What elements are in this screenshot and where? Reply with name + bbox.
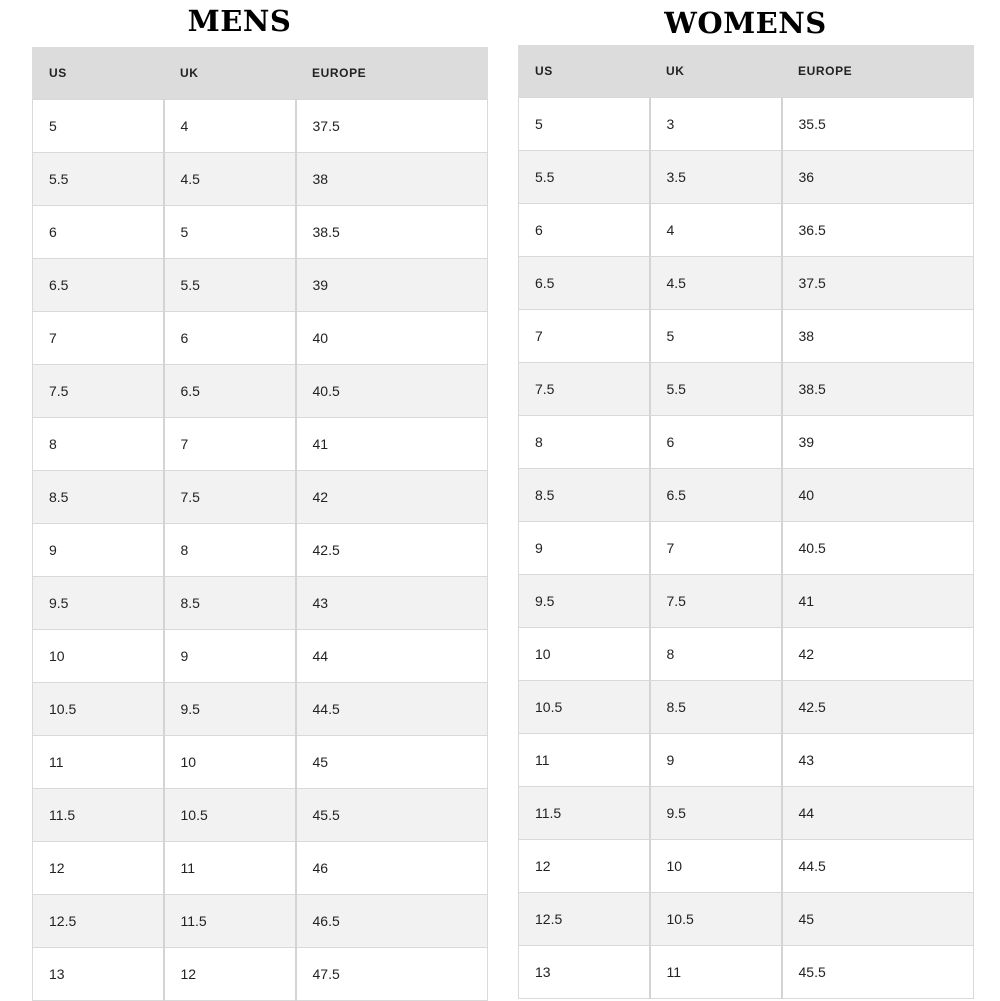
mens-table-body: [33, 100, 488, 1001]
womens-title: WOMENS: [664, 6, 827, 40]
table-row: [519, 840, 974, 893]
womens-table-body: [519, 98, 974, 999]
size-cell-europe: 36: [782, 151, 974, 204]
table-row: [33, 471, 488, 524]
mens-title: MENS: [187, 4, 292, 38]
table-row: [33, 842, 488, 895]
size-cell-uk: 10.5: [650, 893, 782, 946]
table-row: [33, 895, 488, 948]
table-row: [519, 787, 974, 840]
size-cell-uk: 3.5: [650, 151, 782, 204]
size-cell-europe: 44.5: [782, 840, 974, 893]
size-cell-us: 5.5: [33, 153, 164, 206]
table-row: [519, 575, 974, 628]
womens-header-row: [519, 45, 974, 98]
size-cell-uk: 5: [650, 310, 782, 363]
size-cell-us: 6.5: [33, 259, 164, 312]
size-cell-europe: 43: [782, 734, 974, 787]
size-cell-uk: 6.5: [650, 469, 782, 522]
womens-header-uk: UK: [650, 45, 782, 98]
size-cell-uk: 4: [164, 100, 296, 153]
womens-header-us: US: [519, 45, 650, 98]
size-cell-uk: 7: [650, 522, 782, 575]
size-cell-us: 8.5: [519, 469, 650, 522]
size-cell-uk: 11: [164, 842, 296, 895]
size-cell-uk: 8.5: [650, 681, 782, 734]
size-cell-us: 6: [519, 204, 650, 257]
mens-header-europe: EUROPE: [296, 47, 488, 100]
table-row: [33, 312, 488, 365]
size-cell-uk: 6: [164, 312, 296, 365]
size-cell-europe: 41: [782, 575, 974, 628]
size-cell-us: 12.5: [519, 893, 650, 946]
size-cell-europe: 47.5: [296, 948, 488, 1001]
size-cell-europe: 40: [296, 312, 488, 365]
size-cell-us: 5.5: [519, 151, 650, 204]
size-cell-uk: 5.5: [164, 259, 296, 312]
size-cell-europe: 38: [782, 310, 974, 363]
mens-header-us: US: [33, 47, 164, 100]
table-row: [519, 946, 974, 999]
table-row: [33, 100, 488, 153]
size-cell-europe: 37.5: [296, 100, 488, 153]
table-row: [519, 893, 974, 946]
size-cell-uk: 10: [650, 840, 782, 893]
size-cell-uk: 10.5: [164, 789, 296, 842]
table-row: [519, 151, 974, 204]
table-row: [519, 416, 974, 469]
size-cell-europe: 42.5: [782, 681, 974, 734]
size-cell-europe: 40.5: [782, 522, 974, 575]
size-cell-uk: 4.5: [650, 257, 782, 310]
size-cell-uk: 6.5: [164, 365, 296, 418]
size-cell-us: 8: [519, 416, 650, 469]
size-cell-us: 9: [33, 524, 164, 577]
size-cell-us: 8.5: [33, 471, 164, 524]
size-cell-us: 7: [519, 310, 650, 363]
mens-header-uk: UK: [164, 47, 296, 100]
size-cell-europe: 46.5: [296, 895, 488, 948]
size-cell-europe: 45: [296, 736, 488, 789]
size-cell-us: 6.5: [519, 257, 650, 310]
table-row: [33, 524, 488, 577]
size-cell-europe: 35.5: [782, 98, 974, 151]
size-cell-uk: 4.5: [164, 153, 296, 206]
size-cell-us: 11.5: [519, 787, 650, 840]
size-cell-uk: 8: [164, 524, 296, 577]
size-cell-uk: 9: [650, 734, 782, 787]
size-cell-europe: 41: [296, 418, 488, 471]
size-cell-uk: 9: [164, 630, 296, 683]
table-row: [33, 259, 488, 312]
size-cell-us: 8: [33, 418, 164, 471]
size-cell-europe: 38: [296, 153, 488, 206]
size-cell-us: 7.5: [33, 365, 164, 418]
size-cell-uk: 9.5: [650, 787, 782, 840]
size-cell-uk: 7.5: [164, 471, 296, 524]
size-cell-us: 12: [519, 840, 650, 893]
size-cell-uk: 9.5: [164, 683, 296, 736]
size-cell-europe: 44.5: [296, 683, 488, 736]
size-cell-us: 9: [519, 522, 650, 575]
size-cell-uk: 8: [650, 628, 782, 681]
size-cell-us: 13: [519, 946, 650, 999]
size-cell-europe: 44: [296, 630, 488, 683]
size-cell-us: 10: [33, 630, 164, 683]
size-cell-us: 12: [33, 842, 164, 895]
size-cell-uk: 5: [164, 206, 296, 259]
size-cell-us: 5: [519, 98, 650, 151]
size-cell-us: 12.5: [33, 895, 164, 948]
table-row: [519, 310, 974, 363]
size-cell-europe: 40.5: [296, 365, 488, 418]
size-cell-uk: 10: [164, 736, 296, 789]
size-cell-uk: 5.5: [650, 363, 782, 416]
size-cell-us: 10.5: [33, 683, 164, 736]
table-row: [519, 204, 974, 257]
size-cell-us: 10.5: [519, 681, 650, 734]
size-cell-europe: 45.5: [296, 789, 488, 842]
table-row: [519, 363, 974, 416]
size-cell-uk: 7: [164, 418, 296, 471]
size-cell-us: 5: [33, 100, 164, 153]
size-cell-europe: 43: [296, 577, 488, 630]
size-cell-europe: 39: [782, 416, 974, 469]
table-row: [519, 681, 974, 734]
table-row: [519, 628, 974, 681]
mens-header-row: [33, 47, 488, 100]
table-row: [33, 630, 488, 683]
size-cell-europe: 40: [782, 469, 974, 522]
table-row: [33, 418, 488, 471]
table-row: [33, 789, 488, 842]
size-cell-us: 10: [519, 628, 650, 681]
table-row: [33, 365, 488, 418]
table-row: [33, 683, 488, 736]
table-row: [33, 577, 488, 630]
size-cell-us: 7.5: [519, 363, 650, 416]
size-cell-uk: 12: [164, 948, 296, 1001]
size-cell-europe: 42: [782, 628, 974, 681]
size-cell-europe: 45: [782, 893, 974, 946]
size-cell-europe: 39: [296, 259, 488, 312]
size-cell-europe: 45.5: [782, 946, 974, 999]
size-cell-us: 9.5: [33, 577, 164, 630]
size-cell-us: 9.5: [519, 575, 650, 628]
size-cell-europe: 44: [782, 787, 974, 840]
size-cell-us: 13: [33, 948, 164, 1001]
size-cell-uk: 8.5: [164, 577, 296, 630]
size-cell-us: 6: [33, 206, 164, 259]
size-cell-uk: 6: [650, 416, 782, 469]
mens-size-table: [32, 47, 488, 1001]
table-row: [33, 948, 488, 1001]
table-row: [33, 153, 488, 206]
size-cell-uk: 4: [650, 204, 782, 257]
table-row: [519, 257, 974, 310]
table-row: [519, 469, 974, 522]
size-cell-us: 11: [519, 734, 650, 787]
size-cell-uk: 11: [650, 946, 782, 999]
womens-size-table: [518, 45, 974, 999]
size-cell-europe: 38.5: [782, 363, 974, 416]
size-cell-uk: 11.5: [164, 895, 296, 948]
womens-header-europe: EUROPE: [782, 45, 974, 98]
size-cell-europe: 46: [296, 842, 488, 895]
table-row: [519, 734, 974, 787]
size-cell-europe: 37.5: [782, 257, 974, 310]
table-row: [519, 98, 974, 151]
table-row: [33, 736, 488, 789]
size-cell-europe: 36.5: [782, 204, 974, 257]
size-cell-us: 11: [33, 736, 164, 789]
size-cell-europe: 38.5: [296, 206, 488, 259]
size-cell-uk: 7.5: [650, 575, 782, 628]
size-cell-europe: 42.5: [296, 524, 488, 577]
size-cell-europe: 42: [296, 471, 488, 524]
size-cell-us: 11.5: [33, 789, 164, 842]
size-cell-uk: 3: [650, 98, 782, 151]
table-row: [519, 522, 974, 575]
size-cell-us: 7: [33, 312, 164, 365]
table-row: [33, 206, 488, 259]
